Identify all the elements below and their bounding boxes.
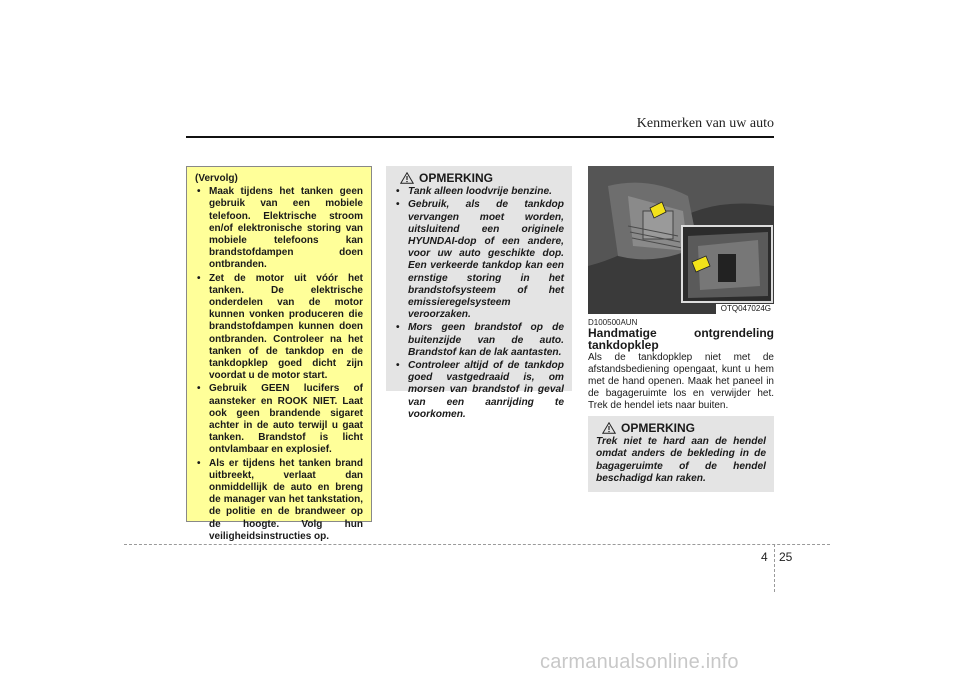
page-number: 25 [779, 550, 793, 564]
chapter-number: 4 [761, 550, 768, 564]
note-heading [394, 172, 564, 184]
page-header-title: Kenmerken van uw auto [636, 116, 774, 131]
fuel-lever-photo [588, 166, 774, 314]
warning-list [195, 186, 363, 543]
note-item: • Gebruik, als de tankdop vervangen moet worden, uitsluitend een originele HYUNDAI-dop of een andere, voor uw auto geschikte dop. Een verkeerde tankdop kan een ernstige storing in het brandstofsysteem of het emissieregelsysteem veroorzaken. [394, 199, 564, 321]
figure-caption: OTQ047024G [720, 304, 771, 313]
note-heading-text: OPMERKING [621, 421, 696, 435]
warning-item: • Zet de motor uit vóór het tanken. De elektrische onderdelen van de motor kunnen vonken produceren die brandstofdampen kunnen doen ontbranden. Controleer na het tanken of de tankdop en de tankdopklep goed dicht zijn voordat u de motor start. [195, 273, 363, 383]
note-item: • Controleer altijd of de tankdop goed vastgedraaid is, om morsen van brandstof in geval van een aanrijding te voorkomen. [394, 360, 564, 421]
header-rule [186, 136, 774, 138]
note-item: • Tank alleen loodvrije benzine. [394, 186, 564, 198]
section-title-word: ontgrendeling [694, 326, 774, 340]
section-title-line2: tankdopklep [588, 338, 659, 352]
note-item: • Mors geen brandstof op de buitenzijde van de auto. Brandstof kan de lak aantasten. [394, 322, 564, 359]
warning-triangle-icon [400, 172, 414, 184]
section-body-text: Als de tankdopklep niet met de afstandsbediening opengaat, kunt u hem met de hand openen. Maak het paneel in de bagageruimte los en verwijder het. Trek de hendel iets naar buiten. [588, 352, 774, 411]
note-list [394, 186, 564, 421]
note-box-fuel [386, 166, 572, 420]
footer-divider [124, 544, 830, 545]
note-text: Trek niet te hard aan de hendel omdat anders de bekleding in de bagageruimte of de hendel beschadigd kan raken. [596, 436, 766, 484]
warning-box [186, 166, 372, 542]
watermark: carmanualsonline.info [540, 651, 739, 673]
warning-item: • Als er tijdens het tanken brand uitbreekt, verlaat dan onmiddellijk de auto en breng de manager van het tankstation, de politie en de brandweer op de hoogte. Volg hun veiligheidsinstructies op. [195, 458, 363, 543]
fuel-lever-illustration [588, 166, 774, 314]
section-title [588, 327, 774, 351]
warning-item: • Maak tijdens het tanken geen gebruik van een mobiele telefoon. Elektrische stroom en/of elektronische storing van mobiele telefoons kan brandstofdampen doen ontbranden. [195, 186, 363, 271]
warning-continued-label: (Vervolg) [195, 173, 238, 184]
warning-item: • Gebruik GEEN lucifers of aansteker en ROOK NIET. Laat ook geen brandende sigaret achter in de auto terwijl u gaat tanken. Brandstof is licht ontvlambaar en explosief. [195, 383, 363, 456]
note-box-lever [588, 416, 774, 492]
section-code: D100500AUN [588, 318, 638, 327]
footer-tick [774, 544, 775, 592]
section-title-word: Handmatige [588, 326, 657, 340]
note-heading [596, 422, 766, 434]
warning-triangle-icon [602, 422, 616, 434]
note-heading-text: OPMERKING [419, 171, 494, 185]
